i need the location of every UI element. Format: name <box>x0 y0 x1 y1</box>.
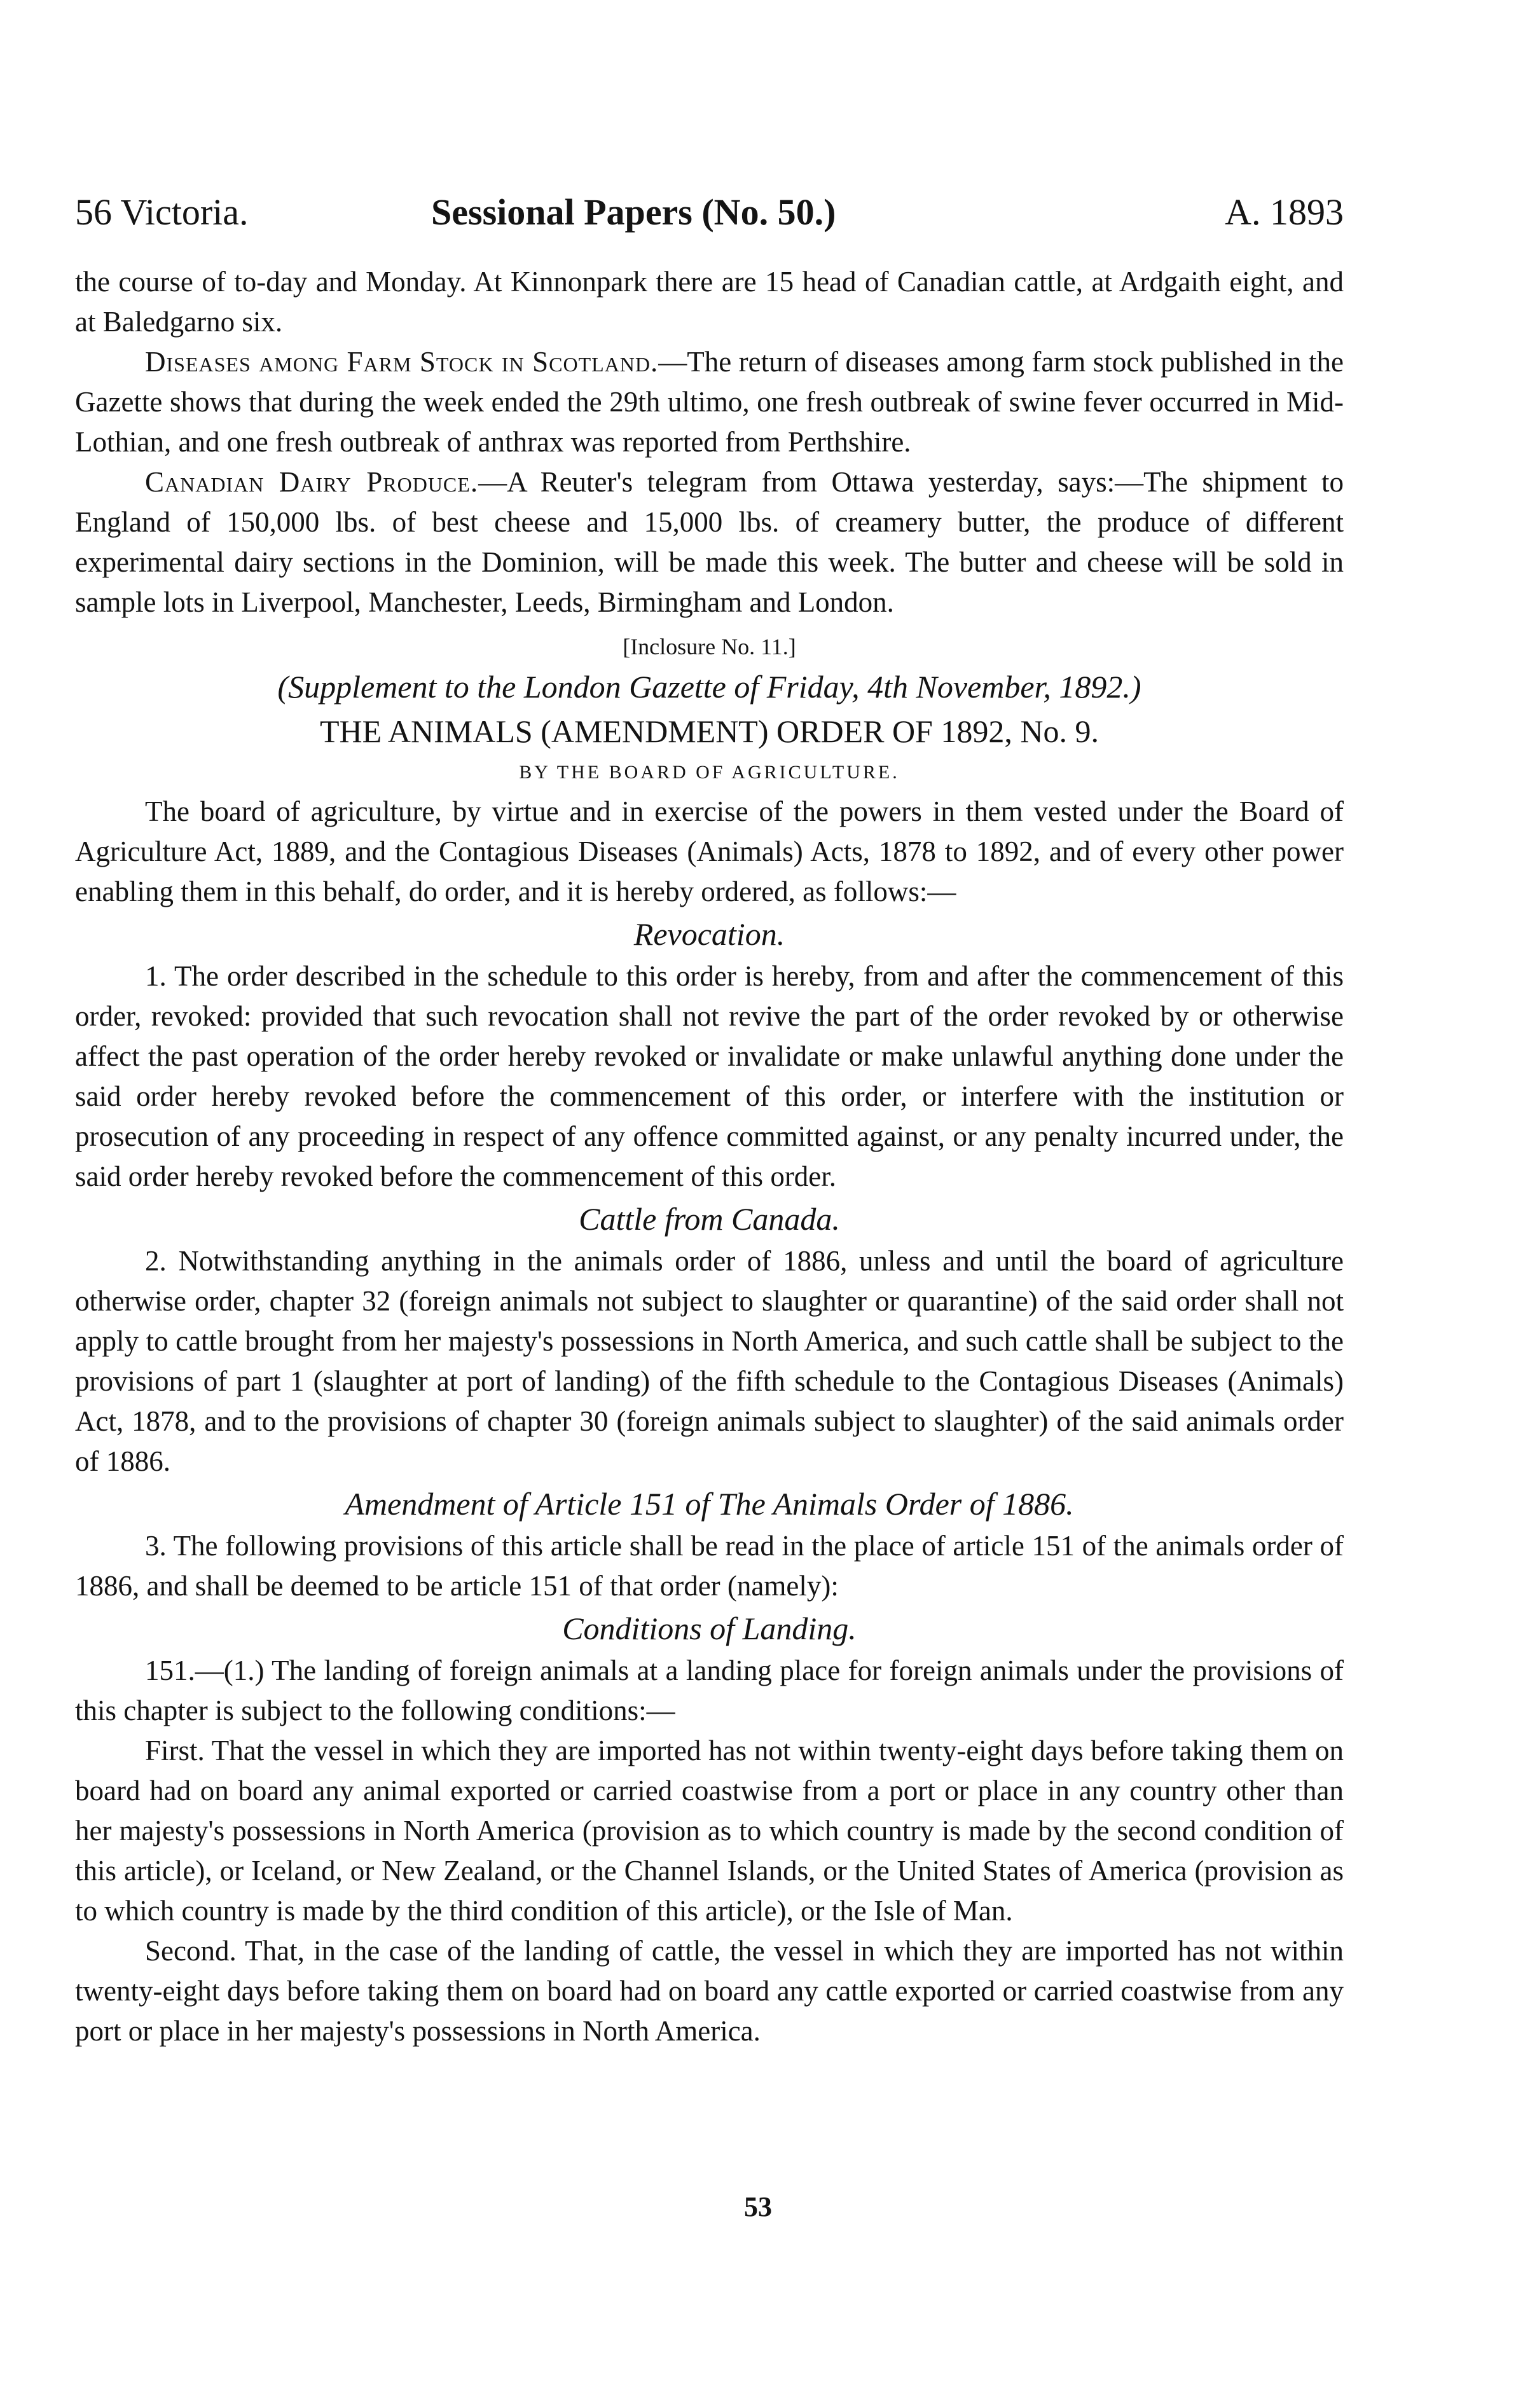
paragraph-canadian-dairy <box>75 462 1344 623</box>
header-session: 56 Victoria. <box>75 191 249 233</box>
paragraph-kinnonpark: the course of to-day and Monday. At Kinnonpark there are 15 head of Canadian cattle, at Ardgaith eight, and at Baledgarno six. <box>75 266 1344 338</box>
paragraph-text: —The return of diseases among farm stock published in the Gazette shows that during the week ended the 29th ultimo, one fresh outbreak of swine fever occurred in Mid-Lothian, and one fresh outbreak of anthrax was reported from Perthshire. <box>75 346 1344 458</box>
header-sessional-papers: Sessional Papers (No. 50.) <box>431 191 836 233</box>
section-heading-cattle: Cattle from Canada. <box>579 1201 840 1237</box>
run-in-heading: Canadian Dairy Produce. <box>145 466 479 498</box>
header-year: A. 1893 <box>1225 191 1344 233</box>
section-1-text: 1. The order described in the schedule to this order is hereby, from and after the commencement of this order, revoked: provided that such revocation shall not revive the part of the order revoked by or otherwise affect the past operation of the order hereby revoked or invalidate or make unlawful anything done under the said order hereby revoked before the commencement of this order, or interfere with the institution or prosecution of any proceeding in respect of any offence committed against, or any penalty incurred under, the said order hereby revoked before the commencement of this order. <box>75 960 1344 1192</box>
condition-second: Second. That, in the case of the landing of cattle, the vessel in which they are imported has not within twenty-eight days before taking them on board had on board any cattle exported or carried coastwise from any port or place in her majesty's possessions in North America. <box>75 1935 1344 2047</box>
section-2-text: 2. Notwithstanding anything in the animals order of 1886, unless and until the board of agriculture otherwise order, chapter 32 (foreign animals not subject to slaughter or quarantine) of the said order shall not apply to cattle brought from her majesty's possessions in North America, and such cattle shall be subject to the provisions of part 1 (slaughter at port of landing) of the fifth schedule to the Contagious Diseases (Animals) Act, 1878, and to the provisions of chapter 30 (foreign animals subject to slaughter) of the said animals order of 1886. <box>75 1245 1344 1477</box>
body-text <box>75 262 1344 2051</box>
order-preamble: The board of agriculture, by virtue and in exercise of the powers in them vested under the Board of Agriculture Act, 1889, and the Contagious Diseases (Animals) Acts, 1878 to 1892, and of every other power enabling them in this behalf, do order, and it is hereby ordered, as follows:— <box>75 795 1344 907</box>
article-151-intro: 151.—(1.) The landing of foreign animals at a landing place for foreign animals under the provisions of this chapter is subject to the following conditions:— <box>75 1655 1344 1726</box>
section-3-text: 3. The following provisions of this article shall be read in the place of article 151 of the animals order of 1886, and shall be deemed to be article 151 of that order (namely): <box>75 1530 1344 1602</box>
board-line: BY THE BOARD OF AGRICULTURE. <box>519 762 900 783</box>
section-heading-conditions: Conditions of Landing. <box>562 1611 857 1646</box>
inclosure-label: [Inclosure No. 11.] <box>623 634 796 659</box>
order-title: THE ANIMALS (AMENDMENT) ORDER OF 1892, No. 9. <box>320 713 1099 749</box>
running-header <box>75 191 1344 242</box>
run-in-heading: Diseases among Farm Stock in Scotland. <box>145 346 659 378</box>
section-heading-amendment: Amendment of Article 151 of The Animals Order of 1886. <box>345 1486 1074 1522</box>
gazette-supplement: (Supplement to the London Gazette of Friday, 4th November, 1892.) <box>277 669 1141 705</box>
paragraph-text: —A Reuter's telegram from Ottawa yesterday, says:—The shipment to England of 150,000 lbs. of best cheese and 15,000 lbs. of creamery butter, the produce of different experimental dairy sections in the Dominion, will be made this week. The butter and cheese will be sold in sample lots in Liverpool, Manchester, Leeds, Birmingham and London. <box>75 466 1344 618</box>
condition-first: First. That the vessel in which they are imported has not within twenty-eight days before taking them on board had on board any animal exported or carried coastwise from a port or place in any country other than her majesty's possessions in North America (provision as to which country is made by the second condition of this article), or Iceland, or New Zealand, or the Channel Islands, or the United States of America (provision as to which country is made by the third condition of this article), or the Isle of Man. <box>75 1735 1344 1927</box>
page-number: 53 <box>744 2191 772 2222</box>
section-heading-revocation: Revocation. <box>633 916 785 952</box>
paragraph-diseases-scotland <box>75 342 1344 462</box>
